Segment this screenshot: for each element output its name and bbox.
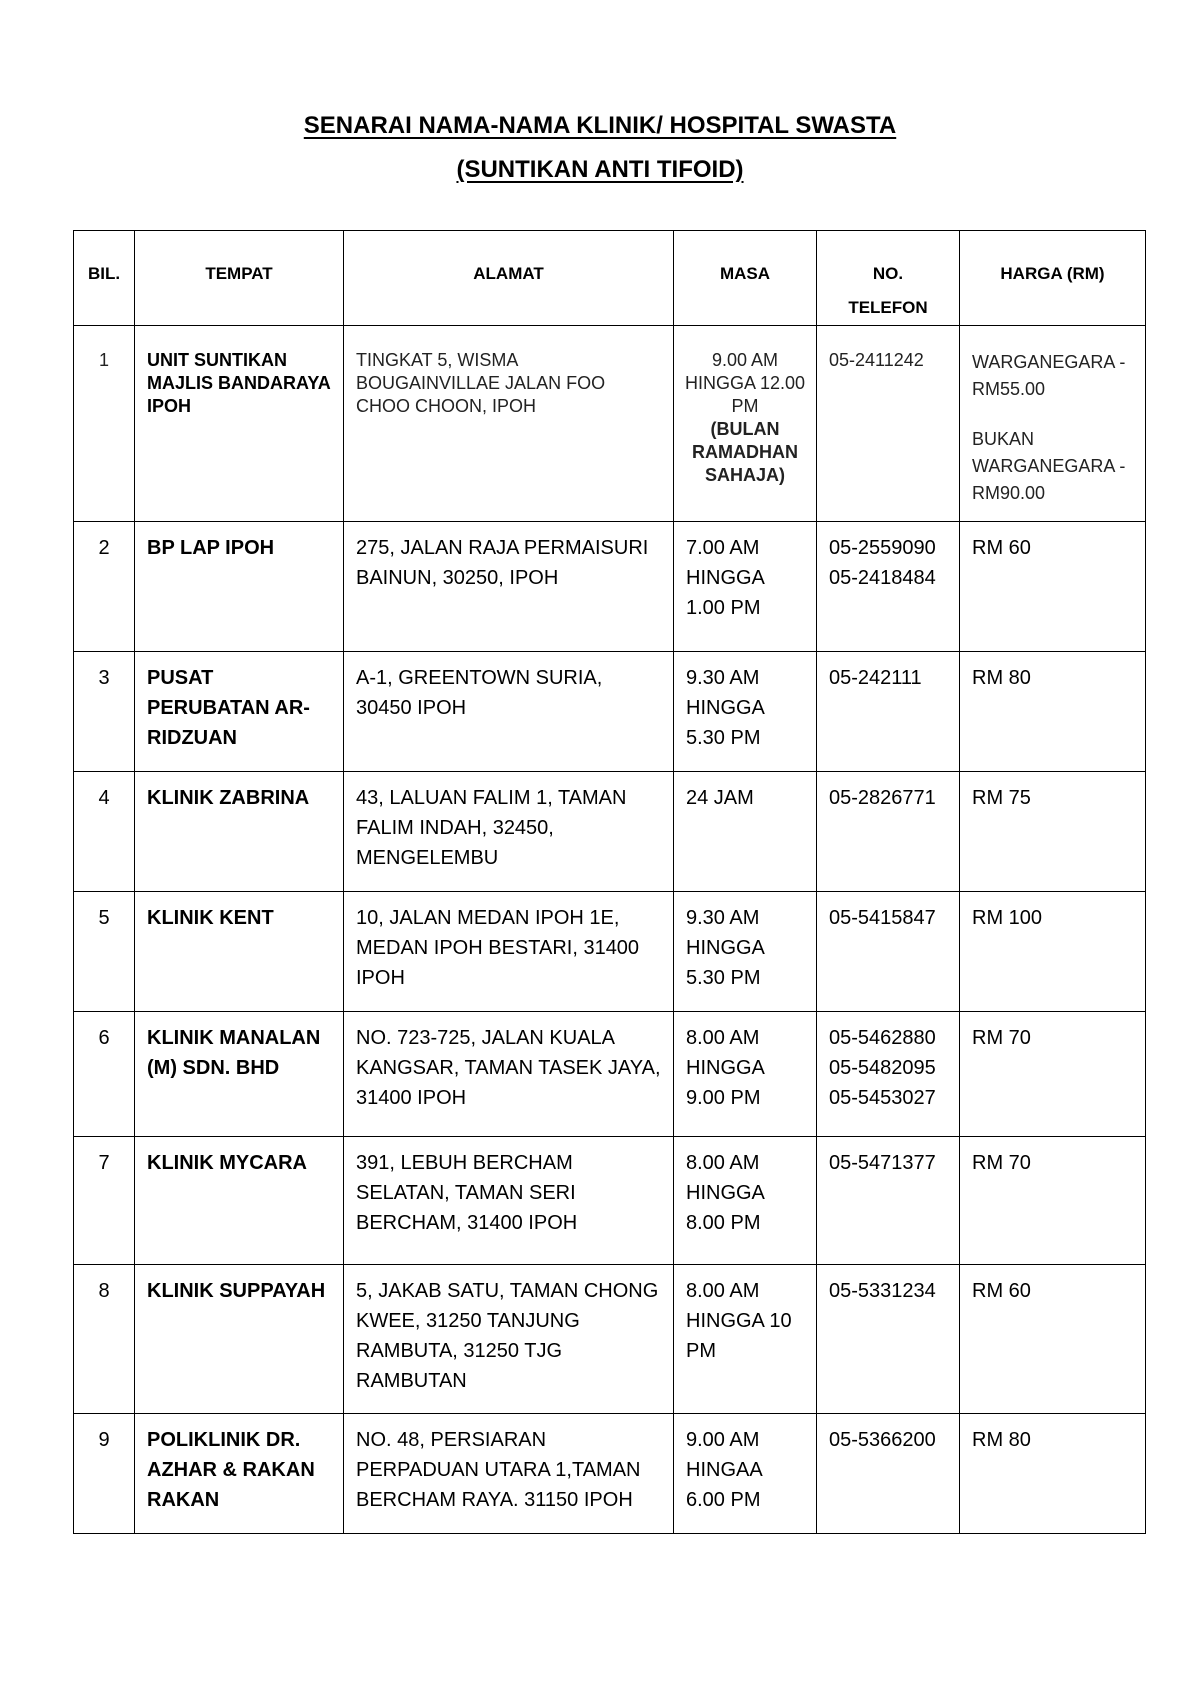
table-row [74,652,1146,772]
cell-tempat: KLINIK KENT [135,892,344,1012]
table-row [74,522,1146,652]
cell-telefon [817,892,960,1012]
cell-masa: 7.00 AM HINGGA 1.00 PM [674,522,817,652]
cell-masa: 8.00 AM HINGGA 9.00 PM [674,1012,817,1137]
cell-telefon [817,1012,960,1137]
cell-harga: RM 60 [960,1265,1146,1414]
clinic-table [73,230,1146,1534]
phone-number: 05-5453027 [829,1087,936,1109]
header-alamat: ALAMAT [344,231,674,326]
header-tempat: TEMPAT [135,231,344,326]
header-telefon [817,231,960,326]
masa-hours: 9.00 AM HINGGA 12.00 PM [684,350,811,416]
cell-telefon [817,1414,960,1534]
phone-number: 05-5415847 [829,907,936,929]
cell-tempat: KLINIK MYCARA [135,1137,344,1265]
phone-number: 05-2411242 [829,350,924,370]
cell-masa: 8.00 AM HINGGA 10 PM [674,1265,817,1414]
cell-harga: RM 80 [960,1414,1146,1534]
cell-tempat: KLINIK MANALAN (M) SDN. BHD [135,1012,344,1137]
cell-masa: 9.30 AM HINGGA 5.30 PM [674,892,817,1012]
cell-bil: 1 [74,326,135,522]
table-row [74,1137,1146,1265]
cell-alamat: 43, LALUAN FALIM 1, TAMAN FALIM INDAH, 32450, MENGELEMBU [344,772,674,892]
cell-alamat: NO. 723-725, JALAN KUALA KANGSAR, TAMAN TASEK JAYA, 31400 IPOH [344,1012,674,1137]
cell-tempat: KLINIK SUPPAYAH [135,1265,344,1414]
cell-telefon [817,326,960,522]
cell-alamat: 10, JALAN MEDAN IPOH 1E, MEDAN IPOH BESTARI, 31400 IPOH [344,892,674,1012]
cell-telefon [817,1137,960,1265]
phone-number: 05-5462880 [829,1027,936,1049]
price-citizen: WARGANEGARA - RM55.00 [972,352,1131,399]
cell-masa: 8.00 AM HINGGA 8.00 PM [674,1137,817,1265]
table-header-row [74,231,1146,326]
cell-harga: RM 70 [960,1012,1146,1137]
cell-bil: 7 [74,1137,135,1265]
title-line-1: SENARAI NAMA-NAMA KLINIK/ HOSPITAL SWASTA [303,112,897,139]
cell-masa [674,326,817,522]
phone-number: 05-5471377 [829,1152,936,1174]
cell-tempat: UNIT SUNTIKAN MAJLIS BANDARAYA IPOH [135,326,344,522]
cell-alamat: A-1, GREENTOWN SURIA, 30450 IPOH [344,652,674,772]
cell-harga [960,326,1146,522]
cell-alamat: TINGKAT 5, WISMA BOUGAINVILLAE JALAN FOO CHOO CHOON, IPOH [344,326,674,522]
table-row [74,772,1146,892]
table-row [74,1414,1146,1534]
table-row [74,326,1146,522]
cell-bil: 8 [74,1265,135,1414]
cell-bil: 5 [74,892,135,1012]
header-telefon-line-2: TELEFON [848,298,928,317]
cell-telefon [817,652,960,772]
cell-harga: RM 75 [960,772,1146,892]
price-non-citizen: BUKAN WARGANEGARA - RM90.00 [972,429,1131,503]
cell-alamat: 391, LEBUH BERCHAM SELATAN, TAMAN SERI BERCHAM, 31400 IPOH [344,1137,674,1265]
header-harga: HARGA (RM) [960,231,1146,326]
cell-harga: RM 100 [960,892,1146,1012]
phone-number: 05-2418484 [829,567,936,589]
cell-bil: 4 [74,772,135,892]
cell-masa: 9.30 AM HINGGA 5.30 PM [674,652,817,772]
cell-telefon [817,772,960,892]
cell-harga: RM 60 [960,522,1146,652]
cell-tempat: BP LAP IPOH [135,522,344,652]
cell-alamat: 5, JAKAB SATU, TAMAN CHONG KWEE, 31250 TANJUNG RAMBUTA, 31250 TJG RAMBUTAN [344,1265,674,1414]
masa-note: (BULAN RAMADHAN SAHAJA) [692,419,798,485]
header-bil: BIL. [74,231,135,326]
cell-harga: RM 70 [960,1137,1146,1265]
cell-bil: 2 [74,522,135,652]
price-spacer [972,403,1133,426]
cell-bil: 6 [74,1012,135,1137]
phone-number: 05-2826771 [829,787,936,809]
cell-bil: 9 [74,1414,135,1534]
cell-telefon [817,1265,960,1414]
cell-masa: 24 JAM [674,772,817,892]
cell-harga: RM 80 [960,652,1146,772]
table-row [74,1012,1146,1137]
phone-number: 05-2559090 [829,537,936,559]
header-masa: MASA [674,231,817,326]
table-row [74,892,1146,1012]
cell-alamat: NO. 48, PERSIARAN PERPADUAN UTARA 1,TAMAN BERCHAM RAYA. 31150 IPOH [344,1414,674,1534]
cell-bil: 3 [74,652,135,772]
cell-tempat: POLIKLINIK DR. AZHAR & RAKAN RAKAN [135,1414,344,1534]
phone-number: 05-5482095 [829,1057,936,1079]
cell-alamat: 275, JALAN RAJA PERMAISURI BAINUN, 30250, IPOH [344,522,674,652]
cell-tempat: KLINIK ZABRINA [135,772,344,892]
cell-masa: 9.00 AM HINGAA 6.00 PM [674,1414,817,1534]
title-line-2: (SUNTIKAN ANTI TIFOID) [456,156,744,183]
phone-number: 05-5366200 [829,1429,936,1451]
document-title [0,104,1200,192]
cell-tempat: PUSAT PERUBATAN AR-RIDZUAN [135,652,344,772]
cell-telefon [817,522,960,652]
header-telefon-line-1: NO. [872,264,904,283]
table-row [74,1265,1146,1414]
phone-number: 05-242111 [829,667,922,689]
phone-number: 05-5331234 [829,1280,936,1302]
